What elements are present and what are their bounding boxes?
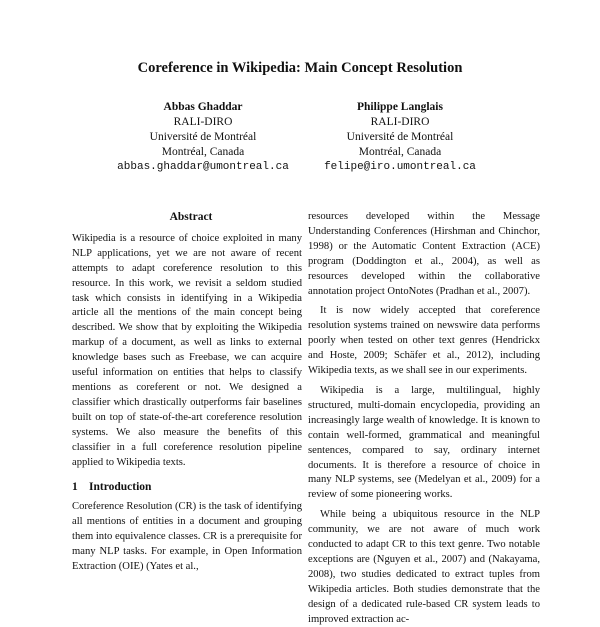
section-number: 1: [72, 481, 78, 494]
author-university: Université de Montréal: [346, 131, 454, 143]
intro-paragraph-1: Coreference Resolution (CR) is the task of identifying all mentions of entities in a document and grouping them into equivalence classes. CR is a prerequisite for many NLP tasks. For example, in Open Information Extraction (OIE) (Yates et al.,: [72, 501, 302, 572]
body-paragraph-2: It is now widely accepted that coreference resolution systems trained on newswire data performs poorly when tested on other text genres (Hendrickx and Hoste, 2009; Schäfer et al., 2012), including Wikipedia texts, as we shall see in our experiments.: [308, 305, 540, 377]
body-paragraph-4: While being a ubiquitous resource in the NLP community, we are not aware of much work conducted to adapt CR to this text genre. Two notable exceptions are (Nguyen et al., 2007) and (Nakayama, 2008), two studies dedicated to extract tuples from Wikipedia articles. Both studies demonstrate that the design of a dedicated rule-based CR system leads to improved extraction ac-: [308, 509, 540, 625]
body-paragraph-1: resources developed within the Message Understanding Conferences (Hirshman and Chinchor, 1998) or the Automatic Content Extraction (ACE) program (Doddington et al., 2004), as well as resources developed within the collaborative annotation project OntoNotes (Pradhan et al., 2007).: [308, 211, 540, 297]
right-column: [308, 210, 540, 627]
author-email: felipe@iro.umontreal.ca: [324, 161, 476, 173]
author-name: Philippe Langlais: [357, 101, 443, 113]
left-column: [72, 210, 302, 575]
paper-title: Coreference in Wikipedia: Main Concept Resolution: [137, 60, 463, 76]
author-location: Montréal, Canada: [161, 146, 245, 158]
author-name: Abbas Ghaddar: [163, 101, 243, 113]
author-email: abbas.ghaddar@umontreal.ca: [117, 161, 289, 173]
author-affiliation: RALI-DIRO: [173, 116, 233, 128]
abstract-text: Wikipedia is a resource of choice exploited in many NLP applications, yet we are not aware of recent attempts to adapt coreference resolution to this resource. In this work, we revisit a seldom studied task which consists in identifying in a Wikipedia article all the mentions of the main concept being described. We show that by exploiting the Wikipedia markup of a document, as well as links to external knowledge bases such as Freebase, we can acquire useful information on entities that helps to classify mentions as coreferent or not. We designed a classifier which drastically outperforms fair baselines built on top of state-of-the-art coreference resolution systems. We also measure the benefits of this classifier in a full coreference resolution pipeline applied to Wikipedia texts.: [72, 232, 302, 468]
author-location: Montréal, Canada: [358, 146, 442, 158]
author-affiliation: RALI-DIRO: [370, 116, 430, 128]
abstract-heading: Abstract: [169, 211, 213, 223]
body-paragraph-3: Wikipedia is a large, multilingual, highly structured, multi-domain encyclopedia, providing an increasingly large wealth of knowledge. It is known to contain well-formed, grammatical and meaningful sentences, compared to say, ordinary internet documents. It is therefore a resource of choice in many NLP systems, see (Medelyan et al., 2009) for a review of some pioneering works.: [308, 384, 540, 501]
author-university: Université de Montréal: [149, 131, 257, 143]
section-title: Introduction: [89, 481, 152, 494]
section-heading-introduction: [72, 480, 302, 495]
author-block-2: [280, 100, 520, 175]
